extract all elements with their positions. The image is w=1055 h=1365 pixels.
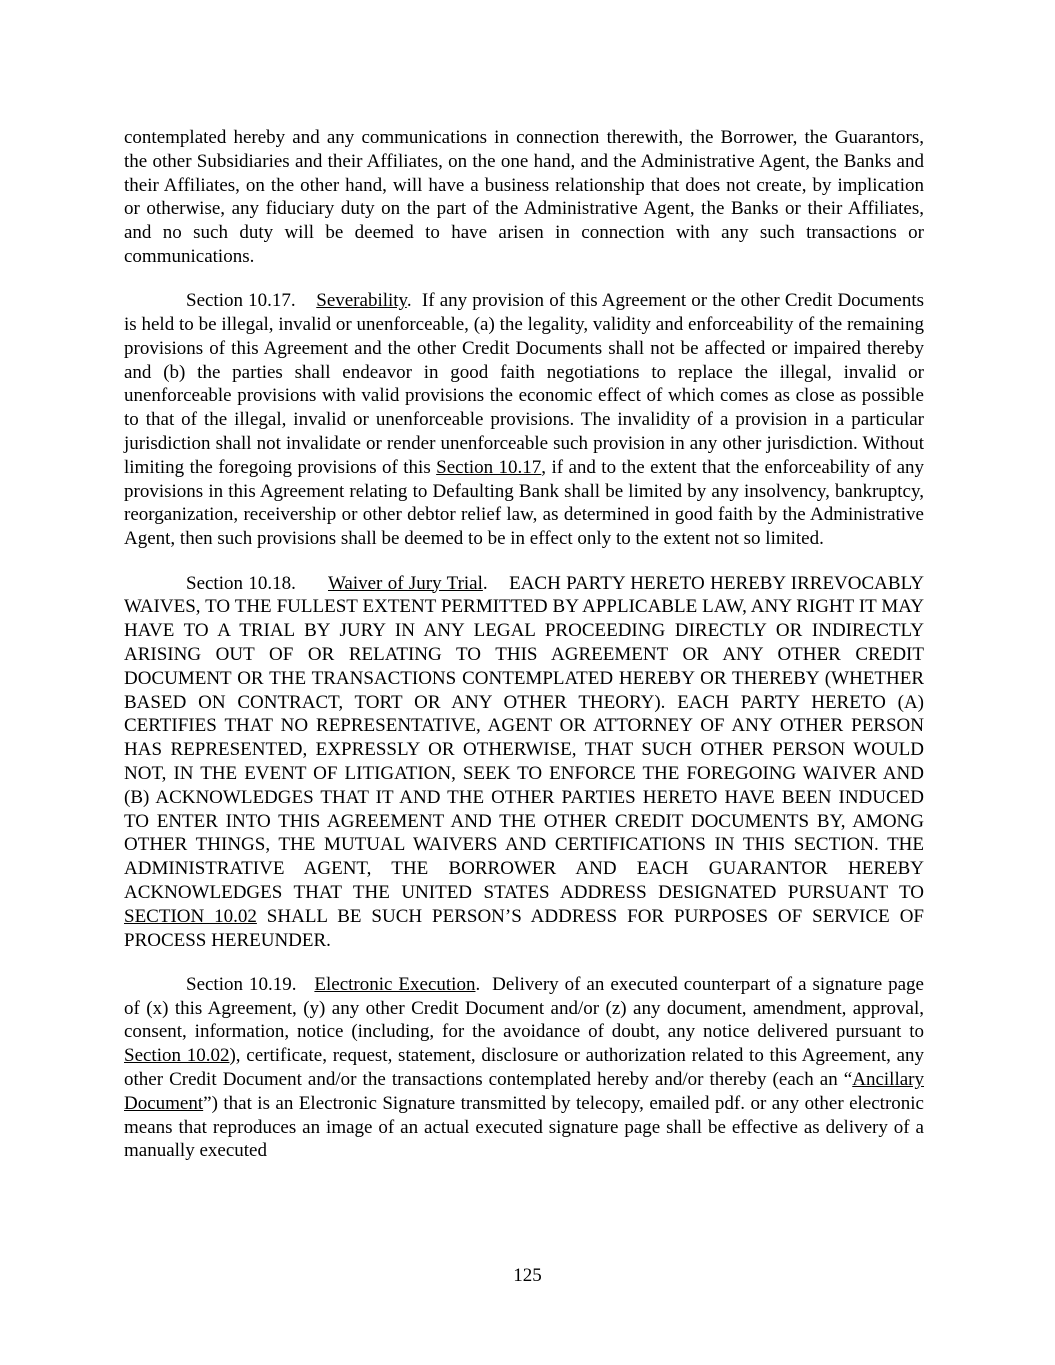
section-10-18: Section 10.18. Waiver of Jury Trial. EACH PARTY HERETO HEREBY IRREVOCABLY WAIVES, TO THE FULLEST EXTENT PERMITTED BY APPLICABLE LAW, ANY RIGHT IT MAY HAVE TO A TRIAL BY JURY IN ANY LEGAL PROCEEDING DIRECTLY OR INDIRECTLY ARISING OUT OF OR RELATING TO THIS AGREEMENT OR ANY OTHER CREDIT DOCUMENT OR THE TRANSACTIONS CONTEMPLATED HEREBY OR THEREBY (WHETHER BASED ON CONTRACT, TORT OR ANY OTHER THEORY). EACH PARTY HERETO (A) CERTIFIES THAT NO REPRESENTATIVE, AGENT OR ATTORNEY OF ANY OTHER PERSON HAS REPRESENTED, EXPRESSLY OR OTHERWISE, THAT SUCH OTHER PERSON WOULD NOT, IN THE EVENT OF LITIGATION, SEEK TO ENFORCE THE FOREGOING WAIVER AND (B) ACKNOWLEDGES THAT IT AND THE OTHER PARTIES HERETO HAVE BEEN INDUCED TO ENTER INTO THIS AGREEMENT AND THE OTHER CREDIT DOCUMENTS BY, AMONG OTHER THINGS, THE MUTUAL WAIVERS AND CERTIFICATIONS IN THIS SECTION. THE ADMINISTRATIVE AGENT, THE BORROWER AND EACH GUARANTOR HEREBY ACKNOWLEDGES THAT THE UNITED STATES ADDRESS DESIGNATED PURSUANT TO SECTION 10.02 SHALL BE SUCH PERSON’S ADDRESS FOR PURPOSES OF SERVICE OF PROCESS HEREUNDER. (124, 572, 924, 951)
section-body: If any provision of this Agreement or the other Credit Documents is held to be illegal, invalid or unenforceable, (a) the legality, validity and enforceability of the remaining provisions of this Agreement and the other Credit Documents shall not be affected or impaired thereby and (b) the parties shall endeavor in good faith negotiations to replace the illegal, invalid or unenforceable provisions with valid provisions the economic effect of which comes as close as possible to that of the illegal, invalid or unenforceable provisions. The invalidity of a provision in a particular jurisdiction shall not invalidate or render unenforceable such provision in any other jurisdiction. Without limiting the foregoing provisions of this (124, 290, 924, 478)
section-number: Section 10.18. (186, 572, 296, 594)
section-body: ), certificate, request, statement, disclosure or authorization related to this Agreement, any other Credit Document and/or the transactions contemplated hereby and/or thereby (each an “ (124, 1045, 925, 1090)
document-page (124, 126, 924, 1184)
section-number: Section 10.17. (186, 290, 296, 312)
continuation-text: contemplated hereby and any communications in connection therewith, the Borrower, the Guarantors, the other Subsidiaries and their Affiliates, on the one hand, and the Administrative Agent, the Banks and their Affiliates, on the other hand, will have a business relationship that does not create, by implication or otherwise, any fiduciary duty on the part of the Administrative Agent, the Banks or their Affiliates, and no such duty will be deemed to have arisen in connection with any such transactions or communications. (124, 127, 924, 267)
section-10-19: Section 10.19. Electronic Execution. Delivery of an executed counterpart of a signature page of (x) this Agreement, (y) any other Credit Document and/or (z) any document, amendment, approval, consent, information, notice (including, for the avoidance of doubt, any notice delivered pursuant to Section 10.02), certificate, request, statement, disclosure or authorization related to this Agreement, any other Credit Document and/or the transactions contemplated hereby and/or thereby (each an “Ancillary Document”) that is an Electronic Signature transmitted by telecopy, emailed pdf. or any other electronic means that reproduces an image of an actual executed signature page shall be effective as delivery of a manually executed (124, 973, 925, 1162)
section-body: , if and to the extent that the enforceability of any provisions in this Agreement relating to Defaulting Bank shall be limited by any insolvency, bankruptcy, reorganization, receivership or other debtor relief law, as determined in good faith by the Administrative Agent, then such provisions shall be deemed to be in effect only to the extent not so limited. (124, 456, 925, 550)
page-number: 125 (513, 1265, 542, 1286)
section-body: SHALL BE SUCH PERSON’S ADDRESS FOR PURPOSES OF SERVICE OF PROCESS HEREUNDER. (124, 905, 924, 951)
defined-term: Ancillary Document (124, 1068, 924, 1114)
section-body: EACH PARTY HERETO HEREBY IRREVOCABLY WAIVES, TO THE FULLEST EXTENT PERMITTED BY APPLICABLE LAW, ANY RIGHT IT MAY HAVE TO A TRIAL BY JURY IN ANY LEGAL PROCEEDING DIRECTLY OR INDIRECTLY ARISING OUT OF OR RELATING TO THIS AGREEMENT OR ANY OTHER CREDIT DOCUMENT OR THE TRANSACTIONS CONTEMPLATED HEREBY OR THEREBY (WHETHER BASED ON CONTRACT, TORT OR ANY OTHER THEORY). EACH PARTY HERETO (A) CERTIFIES THAT NO REPRESENTATIVE, AGENT OR ATTORNEY OF ANY OTHER PERSON HAS REPRESENTED, EXPRESSLY OR OTHERWISE, THAT SUCH OTHER PERSON WOULD NOT, IN THE EVENT OF LITIGATION, SEEK TO ENFORCE THE FOREGOING WAIVER AND (B) ACKNOWLEDGES THAT IT AND THE OTHER PARTIES HERETO HAVE BEEN INDUCED TO ENTER INTO THIS AGREEMENT AND THE OTHER CREDIT DOCUMENTS BY, AMONG OTHER THINGS, THE MUTUAL WAIVERS AND CERTIFICATIONS IN THIS SECTION. THE ADMINISTRATIVE AGENT, THE BORROWER AND EACH GUARANTOR HEREBY ACKNOWLEDGES THAT THE UNITED STATES ADDRESS DESIGNATED PURSUANT TO (124, 572, 924, 903)
section-title: Severability (316, 290, 407, 312)
section-body: ”) that is an Electronic Signature transmitted by telecopy, emailed pdf. or any other electronic means that reproduces an image of an actual executed signature page shall be effective as delivery of a manually executed (124, 1092, 924, 1162)
cross-reference: Section 10.02 (124, 1045, 230, 1067)
section-10-17: Section 10.17. Severability. If any provision of this Agreement or the other Credit Documents is held to be illegal, invalid or unenforceable, (a) the legality, validity and enforceability of the remaining provisions of this Agreement and the other Credit Documents shall not be affected or impaired thereby and (b) the parties shall endeavor in good faith negotiations to replace the illegal, invalid or unenforceable provisions with valid provisions the economic effect of which comes as close as possible to that of the illegal, invalid or unenforceable provisions. The invalidity of a provision in a particular jurisdiction shall not invalidate or render unenforceable such provision in any other jurisdiction. Without limiting the foregoing provisions of this Section 10.17, if and to the extent that the enforceability of any provisions in this Agreement relating to Defaulting Bank shall be limited by any insolvency, bankruptcy, reorganization, receivership or other debtor relief law, as determined in good faith by the Administrative Agent, then such provisions shall be deemed to be in effect only to the extent not so limited. (124, 290, 925, 550)
cross-reference: Section 10.17 (436, 456, 542, 478)
section-title: Waiver of Jury Trial (327, 572, 483, 594)
section-number: Section 10.19. (186, 973, 297, 995)
continuation-paragraph (124, 126, 924, 269)
section-body: Delivery of an executed counterpart of a signature page of (x) this Agreement, (y) any other Credit Document and/or (z) any document, amendment, approval, consent, information, notice (including, for the avoidance of doubt, any notice delivered pursuant to (124, 973, 924, 1043)
cross-reference: SECTION 10.02 (124, 905, 257, 927)
section-title: Electronic Execution (314, 973, 476, 995)
